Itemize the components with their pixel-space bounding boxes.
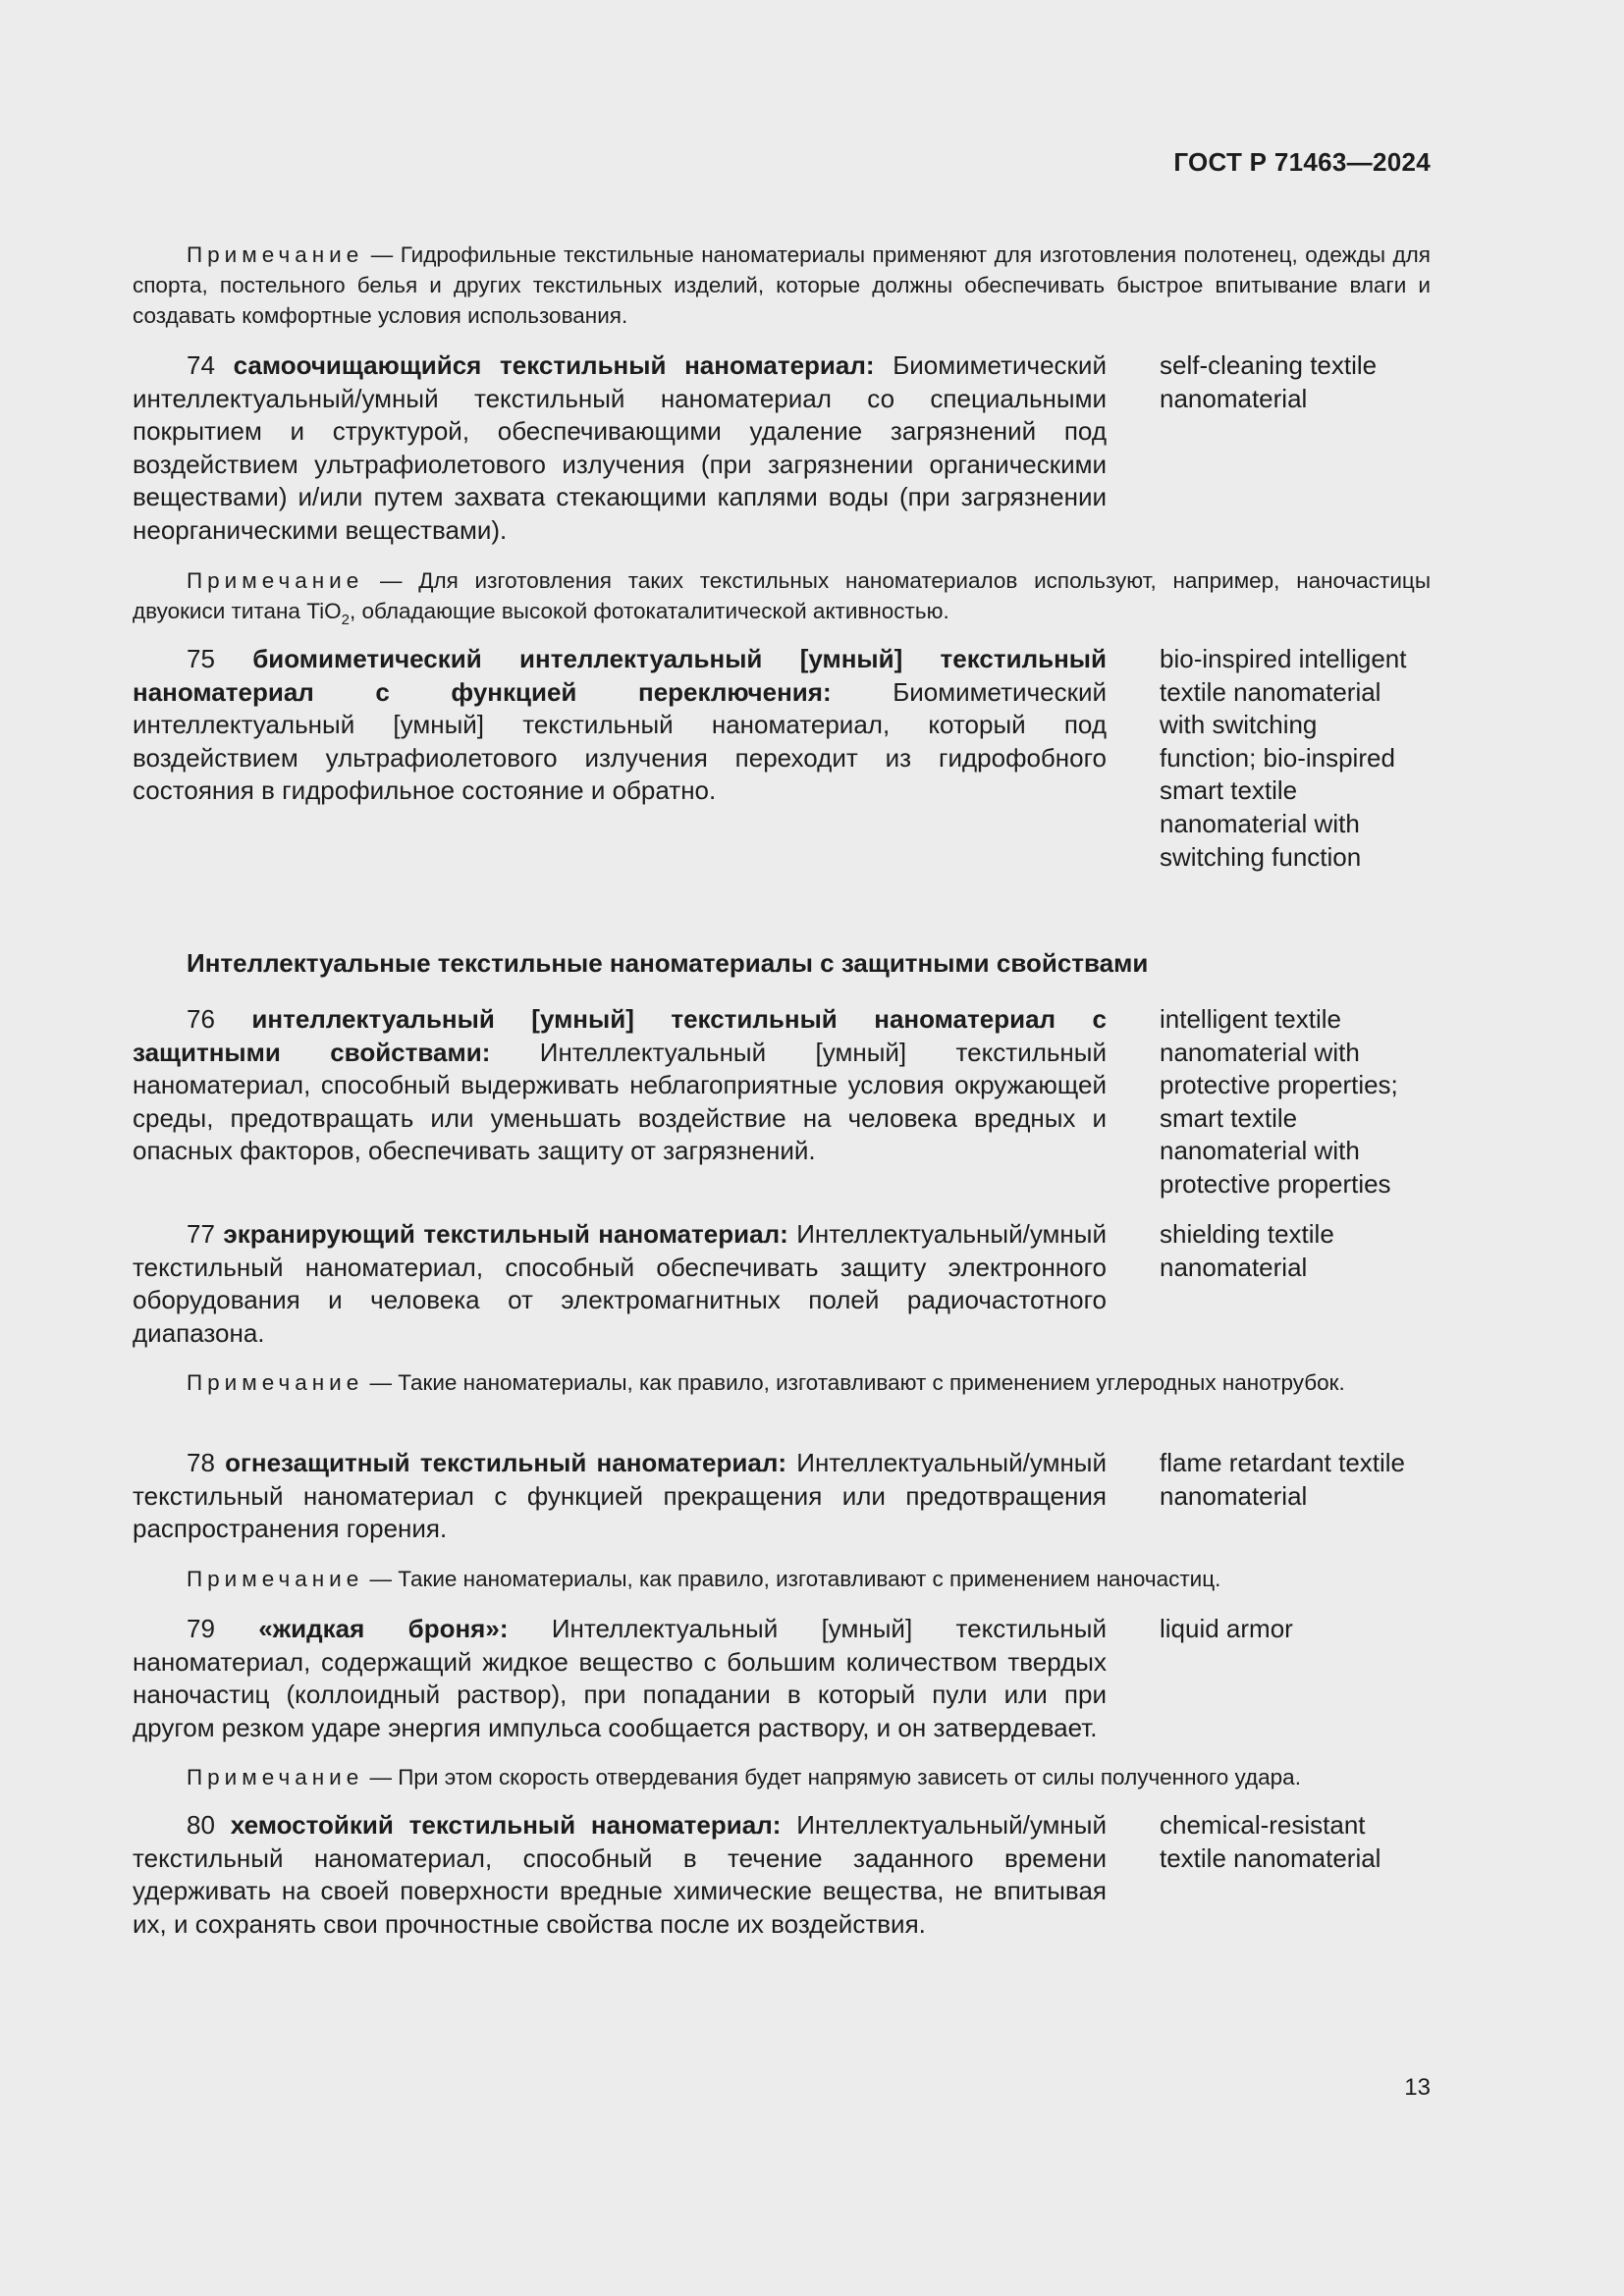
term-title: интеллектуальный [умный] текстильный наноматериал с защитными свойствами: bbox=[133, 1004, 1108, 1067]
note-dash: — bbox=[363, 1765, 399, 1789]
note-text: При этом скорость отвердевания будет напрямую зависеть от силы полученного удара. bbox=[398, 1765, 1301, 1789]
section-heading: Интеллектуальные текстильные наноматериалы с защитными свойствами bbox=[187, 948, 1149, 978]
term-definition: Биомиметический интеллектуальный [умный] текстильный наноматериал, который под воздействием ультрафиолетового излучения переходит из гидрофобного состояния в гидрофильное состояние и обратно. bbox=[133, 676, 1107, 806]
note-label: Примечание bbox=[187, 568, 364, 593]
note-text-tail: , обладающие высокой фотокаталитической активностью. bbox=[349, 599, 949, 623]
term-title: самоочищающийся текстильный наноматериал: bbox=[233, 350, 875, 380]
term-title: хемостойкий текстильный наноматериал: bbox=[230, 1810, 782, 1840]
term-78 bbox=[133, 1447, 1107, 1546]
note-text: Гидрофильные текстильные наноматериалы применяют для изготовления полотенец, одежды для спорта, постельного белья и других текстильных изделий, которые должны обеспечивать быстрое впитывание влаги и создавать комфортные условия использования. bbox=[133, 242, 1431, 328]
note-text: Такие наноматериалы, как правило, изготавливают с применением углеродных нанотрубок. bbox=[398, 1370, 1345, 1395]
term-definition: Интеллектуальный [умный] текстильный наноматериал, содержащий жидкое вещество с большим количеством твердых наночастиц (коллоидный раствор), при попадании в который пули или при другом резком ударе энергия импульса сообщается раствору, и он затвердевает. bbox=[133, 1614, 1107, 1742]
note-text: Такие наноматериалы, как правило, изготавливают с применением наночастиц. bbox=[398, 1567, 1221, 1591]
term-definition: Интеллектуальный [умный] текстильный наноматериал, способный выдерживать неблагоприятные условия окружающей среды, предотвращать или уменьшать воздействие на человека вредных и опасных факторов, обеспечивать защиту от загрязнений. bbox=[133, 1037, 1107, 1166]
note-dash: — bbox=[363, 568, 419, 593]
note-dash: — bbox=[363, 242, 401, 267]
note-text: Для изготовления таких текстильных наноматериалов используют, например, наночастицы двуокиси титана TiO bbox=[133, 568, 1431, 623]
note-label: Примечание bbox=[187, 1567, 364, 1591]
term-79-english: liquid armor bbox=[1160, 1614, 1293, 1643]
term-75 bbox=[133, 643, 1107, 808]
page-number: 13 bbox=[1404, 2074, 1431, 2101]
note-3 bbox=[133, 1367, 1431, 1398]
term-definition: Интеллектуальный/умный текстильный наноматериал с функцией прекращения или предотвращения распространения горения. bbox=[133, 1448, 1108, 1544]
term-title: «жидкая броня»: bbox=[258, 1614, 509, 1643]
note-4 bbox=[133, 1564, 1431, 1594]
term-77-english: shielding textile nanomaterial bbox=[1160, 1219, 1334, 1282]
term-number: 75 bbox=[187, 644, 215, 673]
term-title: биомиметический интеллектуальный [умный] текстильный наноматериал с функцией переключения: bbox=[133, 644, 1107, 707]
term-74-english: self-cleaning textile nanomaterial bbox=[1160, 350, 1378, 413]
term-number: 77 bbox=[187, 1219, 215, 1249]
term-76 bbox=[133, 1003, 1107, 1168]
term-number: 78 bbox=[187, 1448, 215, 1477]
term-number: 76 bbox=[187, 1004, 215, 1034]
note-dash: — bbox=[363, 1370, 399, 1395]
note-5 bbox=[133, 1762, 1431, 1792]
note-subscript: 2 bbox=[341, 612, 350, 628]
note-dash: — bbox=[363, 1567, 399, 1591]
term-definition: Интеллектуальный/умный текстильный наноматериал, способный обеспечивать защиту электронного оборудования и человека от электромагнитных полей радиочастотного диапазона. bbox=[133, 1219, 1107, 1348]
term-number: 79 bbox=[187, 1614, 215, 1643]
term-77 bbox=[133, 1218, 1107, 1350]
note-1 bbox=[133, 240, 1431, 331]
term-number: 80 bbox=[187, 1810, 215, 1840]
note-label: Примечание bbox=[187, 1370, 364, 1395]
term-definition: Биомиметический интеллектуальный/умный текстильный наноматериал со специальными покрытием и структурой, обеспечивающими удаление загрязнений под воздействием ультрафиолетового излучения (при загрязнении органическими веществами) и/или путем захвата стекающими каплями воды (при загрязнении неорганическими веществами). bbox=[133, 350, 1107, 545]
term-number: 74 bbox=[187, 350, 215, 380]
term-74 bbox=[133, 349, 1107, 548]
term-75-english: bio-inspired intelligent textile nanomaterial with switching function; bio-inspired smart textile nanomaterial with switching function bbox=[1160, 644, 1407, 872]
term-79 bbox=[133, 1613, 1107, 1744]
note-2 bbox=[133, 565, 1431, 626]
note-label: Примечание bbox=[187, 242, 364, 267]
document-header: ГОСТ Р 71463—2024 bbox=[1173, 147, 1431, 177]
term-title: огнезащитный текстильный наноматериал: bbox=[225, 1448, 786, 1477]
term-76-english: intelligent textile nanomaterial with protective properties; smart textile nanomaterial with protective properties bbox=[1160, 1004, 1398, 1199]
term-78-english: flame retardant textile nanomaterial bbox=[1160, 1448, 1406, 1511]
term-definition: Интеллектуальный/умный текстильный наноматериал, способный в течение заданного времени удерживать на своей поверхности вредные химические вещества, не впитывая их, и сохранять свои прочностные свойства после их воздействия. bbox=[133, 1810, 1107, 1939]
term-80-english: chemical-resistant textile nanomaterial bbox=[1160, 1810, 1381, 1873]
term-title: экранирующий текстильный наноматериал: bbox=[223, 1219, 788, 1249]
note-label: Примечание bbox=[187, 1765, 364, 1789]
term-80 bbox=[133, 1809, 1107, 1941]
